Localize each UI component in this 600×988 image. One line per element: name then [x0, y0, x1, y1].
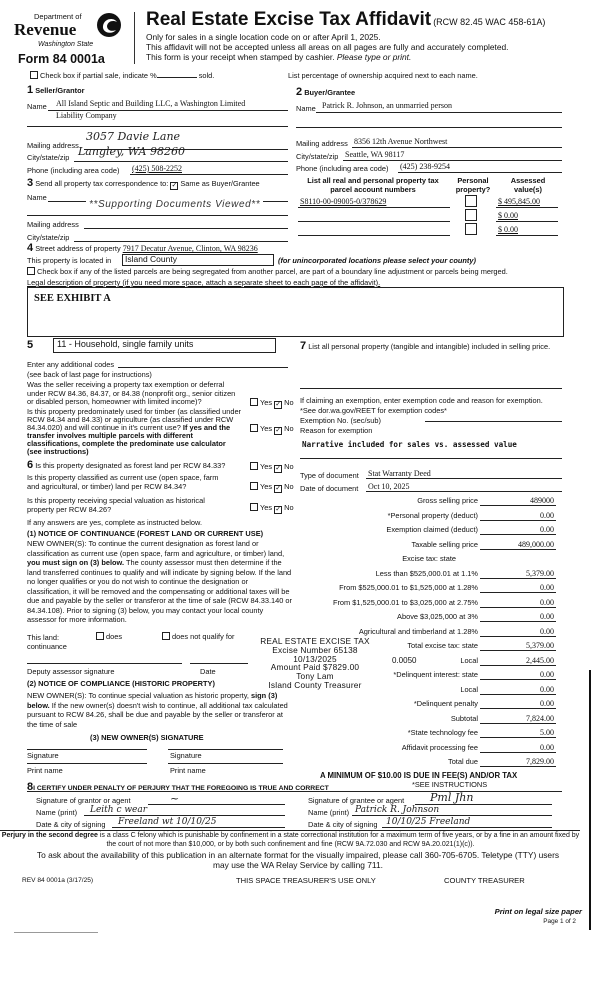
- tax-line-label: Excise tax: state: [402, 554, 456, 563]
- print-name-label: Print name: [27, 766, 63, 775]
- notice2-text: NEW OWNER(S): To continue special valuation as historic property, sign (3) below. If the new owner(s) doesn't wish to continue, all additional tax calculated pursuant to RCW 84.26, shall be due and payable by the seller or transferor at the time of sale: [27, 691, 288, 729]
- grantee-date-line: [382, 827, 552, 828]
- tax-line-value[interactable]: 0.00: [540, 597, 554, 607]
- tax-line-value[interactable]: 0.00: [540, 525, 554, 534]
- ownership-note: List percentage of ownership acquired next to each name.: [288, 71, 478, 80]
- parcel-line: [298, 221, 450, 222]
- does-not-option: does not qualify for: [162, 632, 234, 641]
- yes-checkbox[interactable]: [250, 424, 258, 432]
- tax-line: [300, 699, 556, 711]
- street-address-row: 4 Street address of property 7917 Decatur Avenue, Clinton, WA 98236: [27, 242, 258, 254]
- supporting-docs-stamp: **Supporting Documents Viewed**: [86, 199, 263, 210]
- timber-question: Is this property predominately used for timber (as classified under RCW 84.34 and 84.33) or agriculture (as classified under RCW 84.34.020) and will continue in it's current use? If yes and the transfer involves multiple parcels with different classifications, complete the predominate use calculator (see instructions): [27, 407, 242, 456]
- tax-line-underline: [480, 650, 556, 651]
- tax-line-label: *State technology fee: [407, 728, 478, 737]
- seller-city-line: [74, 161, 288, 162]
- tax-line: [300, 511, 556, 523]
- grantee-date-label: Date & city of signing: [308, 820, 378, 829]
- exemption-no-line[interactable]: [425, 421, 562, 422]
- footer-rule: [0, 830, 580, 831]
- section5-number: 5: [27, 339, 34, 351]
- tax-line-value[interactable]: 7,829.00: [526, 757, 554, 766]
- owner-print-line[interactable]: [168, 763, 283, 764]
- grantor-name[interactable]: Leith c wear: [90, 805, 148, 815]
- parcel-line: [298, 207, 450, 208]
- tax-line-underline: [480, 694, 556, 695]
- dept-line3: Washington State: [38, 41, 94, 48]
- doc-date-label: Date of document: [300, 484, 359, 493]
- timber-answer: Yes ✓ No: [250, 424, 294, 435]
- tax-line-value[interactable]: 0.00: [540, 510, 554, 520]
- print-name-label: Print name: [170, 766, 206, 775]
- use-code-select[interactable]: 11 - Household, single family units: [53, 338, 276, 353]
- grantee-name[interactable]: Patrick R. Johnson: [355, 805, 440, 815]
- correspondence-heading: 3 Send all property tax correspondence to: ✓ Same as Buyer/Grantee: [27, 177, 260, 189]
- tax-line-label: Taxable selling price: [411, 539, 478, 549]
- legal-description-box[interactable]: SEE EXHIBIT A: [27, 287, 564, 337]
- deputy-date-line[interactable]: [190, 663, 248, 664]
- exemption-answer: Yes ✓ No: [250, 398, 294, 409]
- grantor-date-label: Date & city of signing: [36, 820, 106, 829]
- treasurer-stamp: [250, 637, 380, 690]
- revenue-swirl-icon: [96, 12, 122, 38]
- seller-phone-line: [130, 174, 288, 175]
- legal-label: Legal description of property (if you need more space, attach a separate sheet to each page of the affidavit).: [27, 278, 381, 287]
- tax-line-underline: [480, 665, 556, 666]
- tax-line-label: *Personal property (deduct): [387, 510, 478, 520]
- assessed-col-header: Assessed value(s): [510, 176, 546, 194]
- seller-mailing[interactable]: 3057 Davie Lane: [86, 130, 181, 143]
- header-sub3: This form is your receipt when stamped by cashier. Please type or print.: [146, 52, 412, 62]
- personal-property-label: 7 List all personal property (tangible and intangible) included in selling price.: [300, 340, 551, 352]
- tax-line-label: Above $3,025,000 at 3%: [397, 612, 478, 621]
- partial-sale: Check box if partial sale, indicate % sold.: [30, 71, 214, 80]
- tax-line-underline: [480, 578, 556, 579]
- tax-line-underline: [480, 592, 556, 593]
- assessed-line: [496, 221, 558, 222]
- assessed-line: [496, 207, 558, 208]
- signature-label: Signature: [27, 751, 59, 760]
- buyer-name[interactable]: Patrick R. Johnson, an unmarried person: [322, 101, 452, 110]
- owner-print-line[interactable]: [27, 763, 147, 764]
- signature-label: Signature: [170, 751, 202, 760]
- tax-line-underline: [480, 766, 556, 767]
- tax-line-underline: [480, 723, 556, 724]
- narrative-text: Narrative included for sales vs. assessed value: [302, 440, 517, 449]
- deputy-date-label: Date: [200, 667, 216, 676]
- personal-property-checkbox[interactable]: [465, 209, 477, 221]
- buyer-city-line: [343, 160, 562, 161]
- county-select[interactable]: Island County: [122, 254, 274, 266]
- stamp-amount-paid: Amount Paid $7829.00: [270, 662, 360, 673]
- tax-line-value[interactable]: 0.00: [540, 583, 554, 592]
- tax-line: [300, 714, 556, 726]
- grantor-date[interactable]: Freeland wt 10/10/25: [118, 817, 217, 827]
- page-number: Page 1 of 2: [543, 918, 576, 925]
- grantor-sig-line[interactable]: [148, 804, 285, 805]
- see-instructions: *SEE INSTRUCTIONS: [412, 780, 488, 789]
- tax-line-label: Exemption claimed (deduct): [386, 525, 478, 534]
- corr-mailing-label: Mailing address: [27, 220, 79, 229]
- doc-type[interactable]: Stat Warranty Deed: [368, 469, 431, 478]
- additional-codes-line[interactable]: [118, 367, 288, 368]
- continuance-label: continuance: [27, 642, 67, 651]
- header-sub1: Only for sales in a single location code on or after April 1, 2025.: [146, 32, 381, 42]
- additional-codes-label: Enter any additional codes: [27, 360, 115, 369]
- tax-line-underline: [480, 505, 556, 506]
- parcel-line: [298, 235, 450, 236]
- tax-line-underline: [480, 549, 556, 550]
- codes-note: (see back of last page for instructions): [27, 370, 152, 379]
- tax-line-value[interactable]: 0.00: [540, 626, 554, 636]
- tax-line-label: Total due: [448, 757, 478, 766]
- grantor-date-line: [112, 827, 285, 828]
- exemption-no-label: Exemption No. (sec/sub): [300, 416, 381, 425]
- tax-line: [300, 612, 556, 624]
- assessed-line: [496, 235, 558, 236]
- personal-col-header: Personal property?: [455, 176, 491, 194]
- partial-sale-checkbox[interactable]: [30, 71, 38, 79]
- grantee-sig-label: Signature of grantee or agent: [308, 796, 405, 805]
- grantor-signature: ~: [170, 792, 180, 805]
- buyer-name-line: [316, 112, 562, 113]
- local-rate: 0.0050: [392, 656, 417, 665]
- personal-property-line[interactable]: [300, 388, 562, 389]
- owner-sig-line[interactable]: [168, 749, 283, 750]
- same-as-buyer-checkbox[interactable]: ✓: [171, 182, 178, 189]
- doc-date[interactable]: Oct 10, 2025: [368, 482, 410, 491]
- buyer-mailing-label: Mailing address: [296, 139, 348, 148]
- seller-name[interactable]: All Island Septic and Building LLC, a Washington Limited: [56, 99, 246, 108]
- seller-heading: 1 Seller/Grantor: [27, 84, 85, 96]
- located-label: This property is located in: [27, 256, 112, 265]
- tax-line: [300, 554, 556, 566]
- no-checkbox[interactable]: ✓: [275, 485, 282, 492]
- yes-checkbox[interactable]: [250, 482, 258, 490]
- deputy-label: Deputy assessor signature: [27, 667, 115, 676]
- no-checkbox[interactable]: ✓: [275, 506, 282, 513]
- scan-mark: [14, 932, 98, 933]
- doc-type-label: Type of document: [300, 471, 359, 480]
- seller-name-2[interactable]: Liability Company: [56, 111, 117, 120]
- buyer-city[interactable]: Seattle, WA 98117: [345, 150, 405, 159]
- minimum-note: A MINIMUM OF $10.00 IS DUE IN FEE(S) AND/OR TAX: [320, 771, 518, 780]
- tax-line-value[interactable]: 0.00: [540, 699, 554, 708]
- grantee-date[interactable]: 10/10/25 Freeland: [386, 817, 471, 827]
- current-use-answer: Yes ✓ No: [250, 482, 294, 493]
- buyer-mailing[interactable]: 8356 12th Avenue Northwest: [354, 137, 448, 146]
- grantor-sig-label: Signature of grantor or agent: [36, 796, 131, 805]
- forest-question: 6 Is this property designated as forest land per RCW 84.33?: [27, 459, 226, 471]
- tax-line-label: Agricultural and timberland at 1.28%: [358, 626, 478, 636]
- buyer-name-line2: [296, 127, 562, 128]
- tax-line-value[interactable]: 5,379.00: [526, 568, 554, 578]
- seller-phone-label: Phone (including area code): [27, 166, 120, 175]
- tax-line: [300, 569, 556, 581]
- perjury-notice: Perjury in the second degree is a class C felony which is punishable by confinement in a state correctional institution for a maximum term of five years, or by a fine in an amount fixed by the court of not more than $10,000, or by both such confinement and fine (RCW 9A.72.030 and RCW 9A.20.021(1)(c)).: [1, 832, 580, 848]
- tax-line: [300, 540, 556, 552]
- narrative-line: [300, 458, 562, 459]
- seller-mailing-label: Mailing address: [27, 141, 79, 150]
- grantee-signature: Pml Jhn: [430, 791, 474, 804]
- page-title: Real Estate Excise Tax Affidavit (RCW 82.45 WAC 458-61A): [146, 9, 546, 30]
- this-land-label: This land:: [27, 633, 60, 642]
- dept-line2: Revenue: [14, 20, 77, 39]
- buyer-phone-label: Phone (including area code): [296, 164, 389, 173]
- seller-name-label: Name: [27, 102, 47, 111]
- yes-checkbox[interactable]: [250, 503, 258, 511]
- does-not-checkbox[interactable]: [162, 632, 170, 640]
- tax-line: [300, 743, 556, 755]
- buyer-mailing-line: [352, 147, 562, 148]
- tax-line-underline: [480, 679, 556, 680]
- assessed-value[interactable]: $ 0.00: [498, 211, 518, 220]
- assessed-value[interactable]: $ 495,845.00: [498, 197, 540, 206]
- stamp-excise-number: Excise Number 65138: [272, 644, 358, 655]
- tax-line: [300, 757, 556, 769]
- no-checkbox[interactable]: ✓: [275, 465, 282, 472]
- tax-line-underline: [480, 621, 556, 622]
- exemption-text: If claiming an exemption, enter exemption code and reason for exemption. *See dor.wa.gov/REET for exemption codes*: [300, 396, 543, 415]
- stamp-treasurer-title: Island County Treasurer: [268, 679, 362, 690]
- tax-line-value[interactable]: 0.00: [540, 742, 554, 752]
- buyer-name-label: Name: [296, 104, 316, 113]
- tax-line-label: Affidavit processing fee: [401, 742, 478, 752]
- alt-format-notice: To ask about the availability of this publication in an alternate format for the visually impaired, please call 360-705-6705. Teletype (TTY) users may use the WA Relay Service by calling 711.: [36, 850, 560, 870]
- header-divider: [134, 12, 135, 64]
- seller-city-label: City/state/zip: [27, 153, 70, 162]
- yes-checkbox[interactable]: [250, 398, 258, 406]
- dor-logo: [14, 10, 126, 54]
- personal-property-checkbox[interactable]: [465, 223, 477, 235]
- right-border: [589, 670, 591, 930]
- no-checkbox[interactable]: ✓: [275, 401, 282, 408]
- street-address[interactable]: 7917 Decatur Avenue, Clinton, WA 98236: [122, 244, 258, 253]
- tax-line: [300, 496, 556, 508]
- grantee-name-label: Name (print): [308, 808, 350, 817]
- tax-line-underline: [480, 708, 556, 709]
- seller-city[interactable]: Langley, WA 98260: [78, 145, 185, 158]
- buyer-phone[interactable]: (425) 238-9254: [400, 162, 450, 171]
- doc-date-line: [366, 491, 562, 492]
- tax-line-value[interactable]: 489,000.00: [518, 539, 554, 549]
- stamp-date: 10/13/2025: [293, 653, 337, 664]
- parcel-number[interactable]: S8110-00-09005-0/378629: [300, 197, 387, 206]
- tax-line-underline: [480, 752, 556, 753]
- parcel-col-header: List all real and personal property tax parcel account numbers: [307, 176, 439, 194]
- corr-city-label: City/state/zip: [27, 233, 70, 242]
- tax-line-underline: [480, 607, 556, 608]
- tax-line-label: Local: [460, 684, 478, 694]
- tax-line: [300, 728, 556, 740]
- county-treasurer: COUNTY TREASURER: [444, 876, 525, 885]
- doc-type-line: [366, 478, 562, 479]
- tax-line-label: Subtotal: [450, 713, 478, 723]
- tax-line-underline: [480, 636, 556, 637]
- tax-line-value[interactable]: 0.00: [540, 612, 554, 621]
- exemption-question: Was the seller receiving a property tax exemption or deferral under RCW 84.36, 84.37, or 84.38 (nonprofit org., senior citizen or disabled person, homeowner with limited income)?: [27, 380, 236, 406]
- tax-line-value[interactable]: 0.00: [540, 670, 554, 679]
- county-note: (for unincorporated locations please select your county): [278, 256, 476, 265]
- notice2-title: (2) NOTICE OF COMPLIANCE (HISTORIC PROPERTY): [27, 679, 215, 688]
- tax-line-value[interactable]: 489000: [530, 496, 554, 505]
- if-yes-note: If any answers are yes, complete as instructed below.: [27, 518, 202, 527]
- grantor-name-line: [84, 815, 285, 816]
- tax-line: [300, 598, 556, 610]
- tax-line-value[interactable]: 2,445.00: [526, 655, 554, 665]
- historical-answer: Yes ✓ No: [250, 503, 294, 514]
- stamp-line: REAL ESTATE EXCISE TAX: [260, 636, 370, 646]
- tax-line-value[interactable]: 7,824.00: [526, 713, 554, 723]
- buyer-phone-line: [398, 172, 562, 173]
- tax-line-label: Local: [460, 655, 478, 665]
- tax-line-value[interactable]: 0.00: [540, 684, 554, 694]
- buyer-city-label: City/state/zip: [296, 152, 339, 161]
- buyer-heading: 2 Buyer/Grantee: [296, 86, 356, 98]
- no-checkbox[interactable]: ✓: [275, 427, 282, 434]
- notice1-text: NEW OWNER(S): To continue the current designation as forest land or classification as current use (open space, farm and agriculture, or timber) land, you must sign on (3) below. The county assessor must then determine if the land transferred continues to qualify and will indicate by signing below. If the land no longer qualifies or you do not wish to continue the designation or classification, it will be removed and the compensating or additional taxes will be due and payable by the seller or transferor at the time of sale (RCW 84.33.140 or 84.34.108). Prior to signing (3) below, you may contact your local county assessor for more information.: [27, 539, 292, 624]
- header-sub2: This affidavit will not be accepted unless all areas on all pages are fully and accurately completed.: [146, 42, 509, 52]
- tax-line-label: Less than $525,000.01 at 1.1%: [375, 568, 478, 578]
- tax-line-underline: [480, 520, 556, 521]
- deputy-sig-line[interactable]: [27, 663, 182, 664]
- form-number: Form 84 0001a: [18, 52, 105, 66]
- notice1-title: (1) NOTICE OF CONTINUANCE (FOREST LAND OR CURRENT USE): [27, 529, 264, 538]
- tax-line-underline: [480, 534, 556, 535]
- corr-name-label: Name: [27, 193, 47, 202]
- tax-line: [300, 525, 556, 537]
- tax-line-underline: [480, 737, 556, 738]
- segregated-row: Check box if any of the listed parcels are being segregated from another parcel, are part of a boundary line adjustment or parcels being merged.: [27, 267, 508, 276]
- historical-question: Is this property receiving special valuation as historical property per RCW 84.26?: [27, 496, 205, 514]
- dept-line1: Department of: [34, 12, 82, 21]
- tax-line-value[interactable]: 5,379.00: [526, 641, 554, 650]
- seller-phone[interactable]: (425) 508-2252: [132, 164, 182, 173]
- assessed-value[interactable]: $ 0.00: [498, 225, 518, 234]
- certify-heading: 8I CERTIFY UNDER PENALTY OF PERJURY THAT THE FOREGOING IS TRUE AND CORRECT: [27, 781, 329, 793]
- owner-sig-line[interactable]: [27, 749, 147, 750]
- forest-answer: Yes ✓ No: [250, 462, 294, 473]
- stamp-treasurer-name: Tony Lam: [296, 671, 334, 682]
- current-use-question: Is this property classified as current use (open space, farm and agricultural, or timber) land per RCW 84.34?: [27, 473, 219, 491]
- does-option: does: [96, 632, 122, 641]
- tax-line-value[interactable]: 5.00: [540, 728, 554, 737]
- personal-property-checkbox[interactable]: [465, 195, 477, 207]
- print-legal-note: Print on legal size paper: [494, 907, 582, 916]
- tax-line-label: *Delinquent interest: state: [393, 670, 478, 679]
- tax-line-label: From $525,000.01 to $1,525,000 at 1.28%: [339, 583, 478, 592]
- rev-number: REV 84 0001a (3/17/25): [22, 877, 94, 884]
- tax-line-label: Total excise tax: state: [407, 641, 478, 650]
- seller-name-line2: [27, 126, 288, 127]
- new-owner-sig-title: (3) NEW OWNER(S) SIGNATURE: [90, 733, 204, 742]
- grantee-name-line: [352, 815, 552, 816]
- tax-line-label: From $1,525,000.01 to $3,025,000 at 2.75%: [332, 597, 478, 607]
- grantor-name-label: Name (print): [36, 808, 78, 817]
- treasurer-space: THIS SPACE TREASURER'S USE ONLY: [236, 876, 376, 885]
- reason-label: Reason for exemption: [300, 426, 373, 435]
- segregated-checkbox[interactable]: [27, 267, 35, 275]
- corr-mailing-line: [84, 228, 288, 229]
- tax-line: [300, 583, 556, 595]
- tax-line-label: *Delinquent penalty: [413, 699, 478, 708]
- corr-line2: [27, 215, 288, 216]
- does-checkbox[interactable]: [96, 632, 104, 640]
- tax-line-label: Gross selling price: [417, 496, 478, 505]
- yes-checkbox[interactable]: [250, 462, 258, 470]
